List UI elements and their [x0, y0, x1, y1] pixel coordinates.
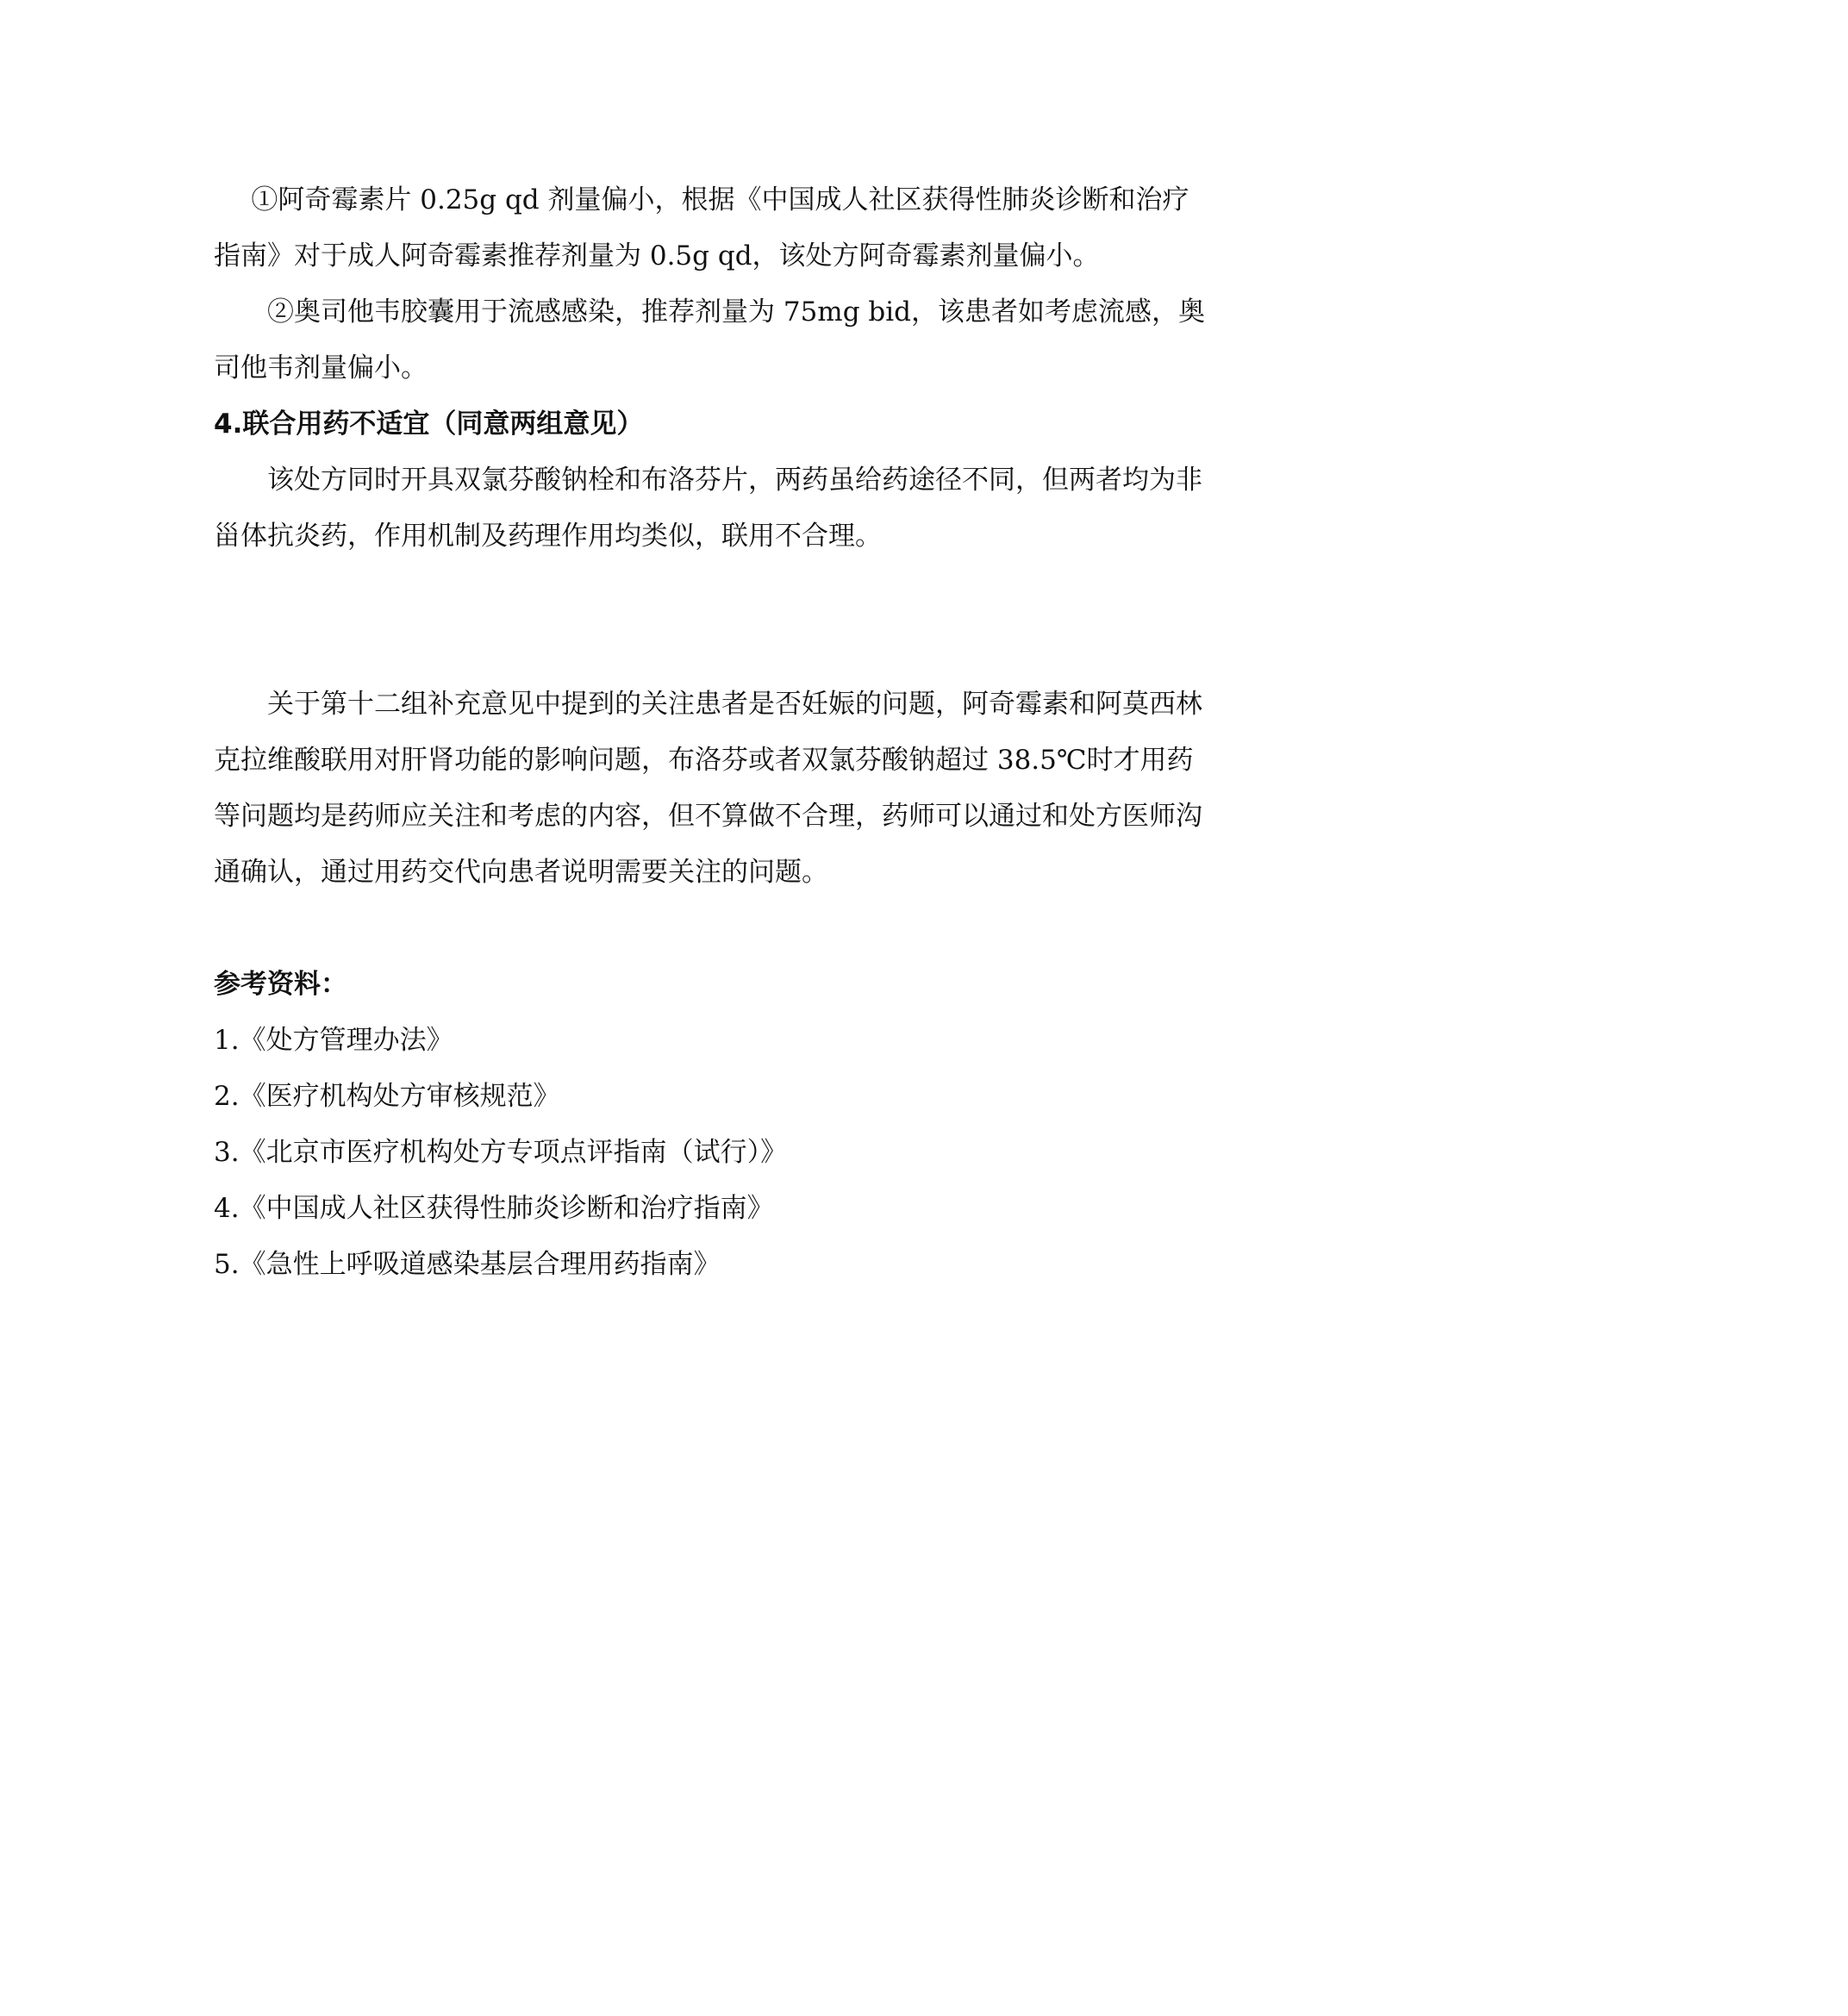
oseltamivir-dose-paragraph: ②奥司他韦胶囊用于流感感染，推荐剂量为 75mg bid，该患者如考虑流感，奥司他韦剂量偏小。	[214, 296, 1205, 384]
reference-item: 1.《处方管理办法》	[214, 1025, 453, 1056]
supplement-paragraph: 关于第十二组补充意见中提到的关注患者是否妊娠的问题，阿奇霉素和阿莫西林克拉维酸联用对肝肾功能的影响问题，布洛芬或者双氯芬酸钠超过 38.5℃时才用药等问题均是药师应关注和考虑的内容，但不算做不合理，药师可以通过和处方医师沟通确认，通过用药交代向患者说明需要关注的问题。	[214, 689, 1202, 888]
combination-drug-heading: 4.联合用药不适宜（同意两组意见）	[214, 409, 644, 440]
document-content	[214, 172, 1214, 1293]
reference-item: 4.《中国成人社区获得性肺炎诊断和治疗指南》	[214, 1193, 774, 1224]
section-spacer	[214, 565, 1214, 677]
reference-item: 2.《医疗机构处方审核规范》	[214, 1081, 560, 1112]
reference-item: 5.《急性上呼吸道感染基层合理用药指南》	[214, 1249, 721, 1280]
reference-item: 3.《北京市医疗机构处方专项点评指南（试行）》	[214, 1137, 788, 1168]
references-list	[214, 1013, 1214, 1293]
azithromycin-dose-paragraph: ①阿奇霉素片 0.25g qd 剂量偏小，根据《中国成人社区获得性肺炎诊断和治疗指南》对于成人阿奇霉素推荐剂量为 0.5g qd，该处方阿奇霉素剂量偏小。	[214, 184, 1189, 272]
references-heading: 参考资料：	[214, 969, 347, 1000]
combination-drug-paragraph: 该处方同时开具双氯芬酸钠栓和布洛芬片，两药虽给药途径不同，但两者均为非甾体抗炎药，作用机制及药理作用均类似，联用不合理。	[214, 465, 1202, 552]
section-spacer	[214, 901, 1214, 957]
